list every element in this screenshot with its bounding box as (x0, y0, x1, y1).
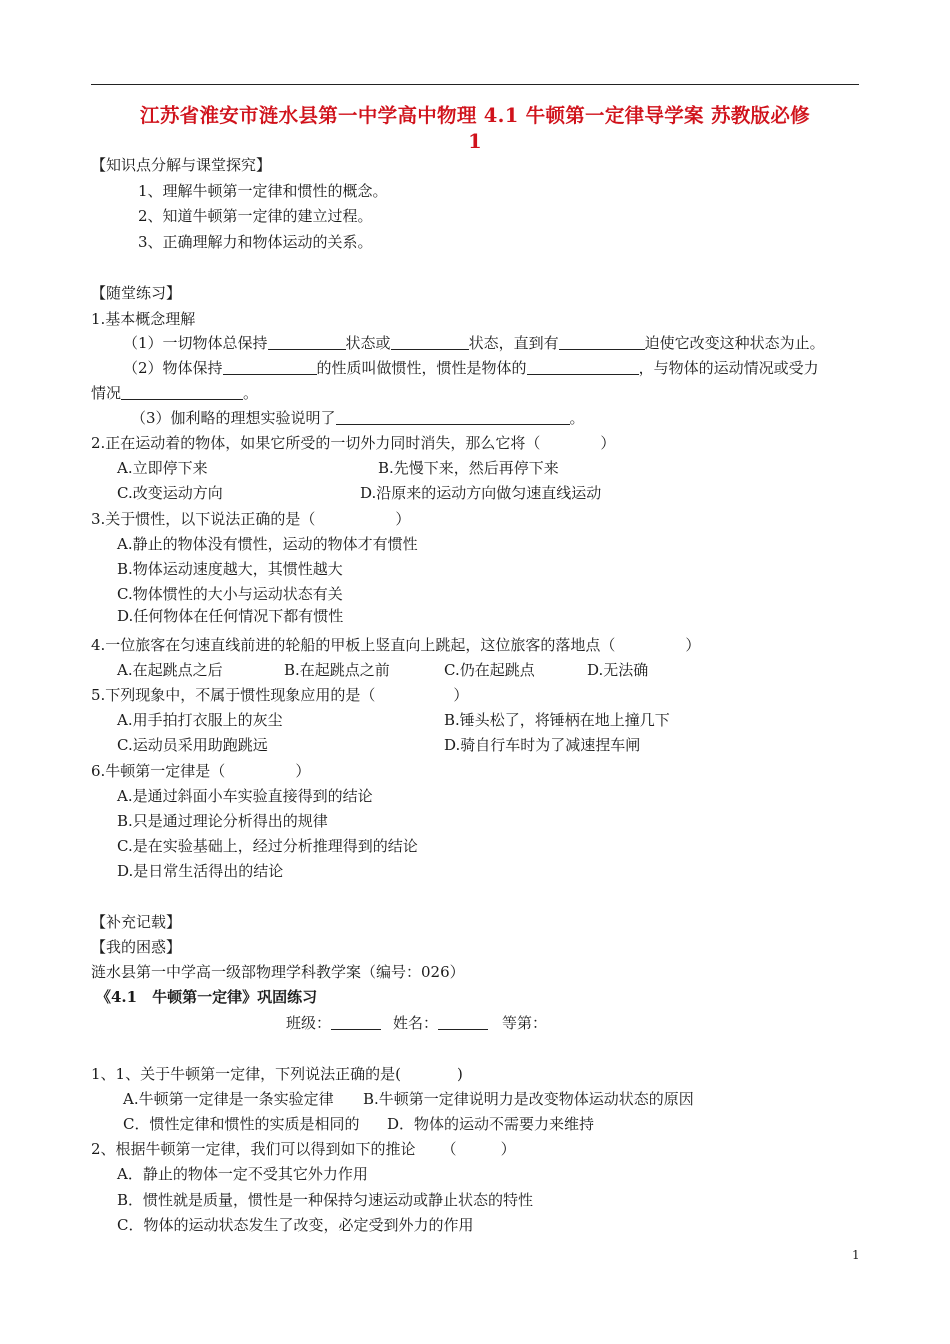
question-5-option-a: A.用手拍打衣服上的灰尘 (117, 711, 283, 729)
question-4-option-c: C.仍在起跳点 (444, 661, 535, 679)
question-4-stem: 4.一位旅客在匀速直线前进的轮船的甲板上竖直向上跳起，这位旅客的落地点（ ） (91, 636, 701, 654)
page-number: 1 (852, 1248, 860, 1262)
consolidation-question-1-option-a: A.牛顿第一定律是一条实验定律 (123, 1090, 334, 1108)
consolidation-question-2-option-a: A．静止的物体一定不受其它外力作用 (117, 1165, 368, 1183)
question-3-option-a: A.静止的物体没有惯性，运动的物体才有惯性 (117, 535, 418, 553)
knowledge-item-2: 2、知道牛顿第一定律的建立过程。 (138, 207, 373, 225)
question-2-option-b: B.先慢下来，然后再停下来 (378, 459, 559, 477)
question-2-stem: 2.正在运动着的物体，如果它所受的一切外力同时消失，那么它将（ ） (91, 434, 616, 452)
question-2-option-c: C.改变运动方向 (117, 484, 223, 502)
knowledge-item-1: 1、理解牛顿第一定律和惯性的概念。 (138, 182, 388, 200)
consolidation-question-2-option-c: C．物体的运动状态发生了改变，必定受到外力的作用 (117, 1216, 474, 1234)
confusion-heading: 【我的困惑】 (91, 938, 182, 956)
blank-field[interactable] (559, 334, 645, 350)
name-field[interactable] (438, 1014, 488, 1030)
question-3-option-c: C.物体惯性的大小与运动状态有关 (117, 585, 343, 603)
question-5-stem: 5.下列现象中，不属于惯性现象应用的是（ ） (91, 686, 469, 704)
question-4-option-a: A.在起跳点之后 (117, 661, 223, 679)
question-1-sub-2: （2）物体保持 的性质叫做惯性，惯性是物体的 ，与物体的运动情况或受力 (123, 359, 819, 377)
question-1-title: 1.基本概念理解 (91, 310, 196, 328)
question-3-option-d: D.任何物体在任何情况下都有惯性 (117, 607, 344, 625)
question-2-option-a: A.立即停下来 (117, 459, 208, 477)
question-6-option-c: C.是在实验基础上，经过分析推理得到的结论 (117, 837, 418, 855)
student-info-line: 班级： 姓名： 等第： (286, 1014, 548, 1032)
blank-field[interactable] (121, 384, 243, 400)
question-2-option-d: D.沿原来的运动方向做匀速直线运动 (360, 484, 602, 502)
blank-field[interactable] (268, 334, 346, 350)
question-4-option-b: B.在起跳点之前 (284, 661, 390, 679)
question-6-option-a: A.是通过斜面小车实验直接得到的结论 (117, 787, 373, 805)
question-1-sub-1: （1）一切物体总保持 状态或 状态，直到有 迫使它改变这种状态为止。 (123, 334, 825, 352)
document-title (91, 103, 859, 155)
question-1-sub-3: （3）伽利略的理想实验说明了 。 (131, 409, 585, 427)
blank-field[interactable] (223, 359, 317, 375)
consolidation-question-1-option-d: D．物体的运动不需要力来维持 (387, 1115, 595, 1133)
consolidation-question-1-stem: 1、1、关于牛顿第一定律，下列说法正确的是( ) (91, 1065, 463, 1083)
blank-field[interactable] (527, 359, 639, 375)
practice-heading: 【随堂练习】 (91, 284, 182, 302)
question-1-sub-2-cont: 情况 。 (91, 384, 259, 402)
question-3-option-b: B.物体运动速度越大，其惯性越大 (117, 560, 343, 578)
question-3-stem: 3.关于惯性，以下说法正确的是（ ） (91, 510, 411, 528)
knowledge-item-3: 3、正确理解力和物体运动的关系。 (138, 233, 373, 251)
question-6-stem: 6.牛顿第一定律是（ ） (91, 762, 311, 780)
question-6-option-b: B.只是通过理论分析得出的规律 (117, 812, 328, 830)
school-line: 涟水县第一中学高一级部物理学科教学案（编号：026） (91, 963, 465, 981)
title-line-1: 江苏省淮安市涟水县第一中学高中物理 4.1 牛顿第一定律导学案 苏教版必修 (140, 104, 810, 127)
blank-field[interactable] (391, 334, 469, 350)
consolidation-title: 《4.1 牛顿第一定律》巩固练习 (96, 988, 318, 1006)
header-rule (91, 84, 859, 85)
consolidation-question-1-option-b: B.牛顿第一定律说明力是改变物体运动状态的原因 (363, 1090, 694, 1108)
class-field[interactable] (331, 1014, 381, 1030)
supplement-heading: 【补充记载】 (91, 913, 182, 931)
question-5-option-d: D.骑自行车时为了减速捏车闸 (444, 736, 641, 754)
question-4-option-d: D.无法确 (587, 661, 649, 679)
blank-field[interactable] (336, 409, 570, 425)
consolidation-question-1-option-c: C．惯性定律和惯性的实质是相同的 (123, 1115, 360, 1133)
consolidation-question-2-option-b: B．惯性就是质量，惯性是一种保持匀速运动或静止状态的特性 (117, 1191, 534, 1209)
consolidation-question-2-stem: 2、根据牛顿第一定律，我们可以得到如下的推论 （ ） (91, 1140, 516, 1158)
question-5-option-b: B.锤头松了，将锤柄在地上撞几下 (444, 711, 670, 729)
title-line-2: 1 (468, 130, 482, 153)
question-5-option-c: C.运动员采用助跑跳远 (117, 736, 268, 754)
knowledge-heading: 【知识点分解与课堂探究】 (91, 156, 272, 174)
question-6-option-d: D.是日常生活得出的结论 (117, 862, 284, 880)
